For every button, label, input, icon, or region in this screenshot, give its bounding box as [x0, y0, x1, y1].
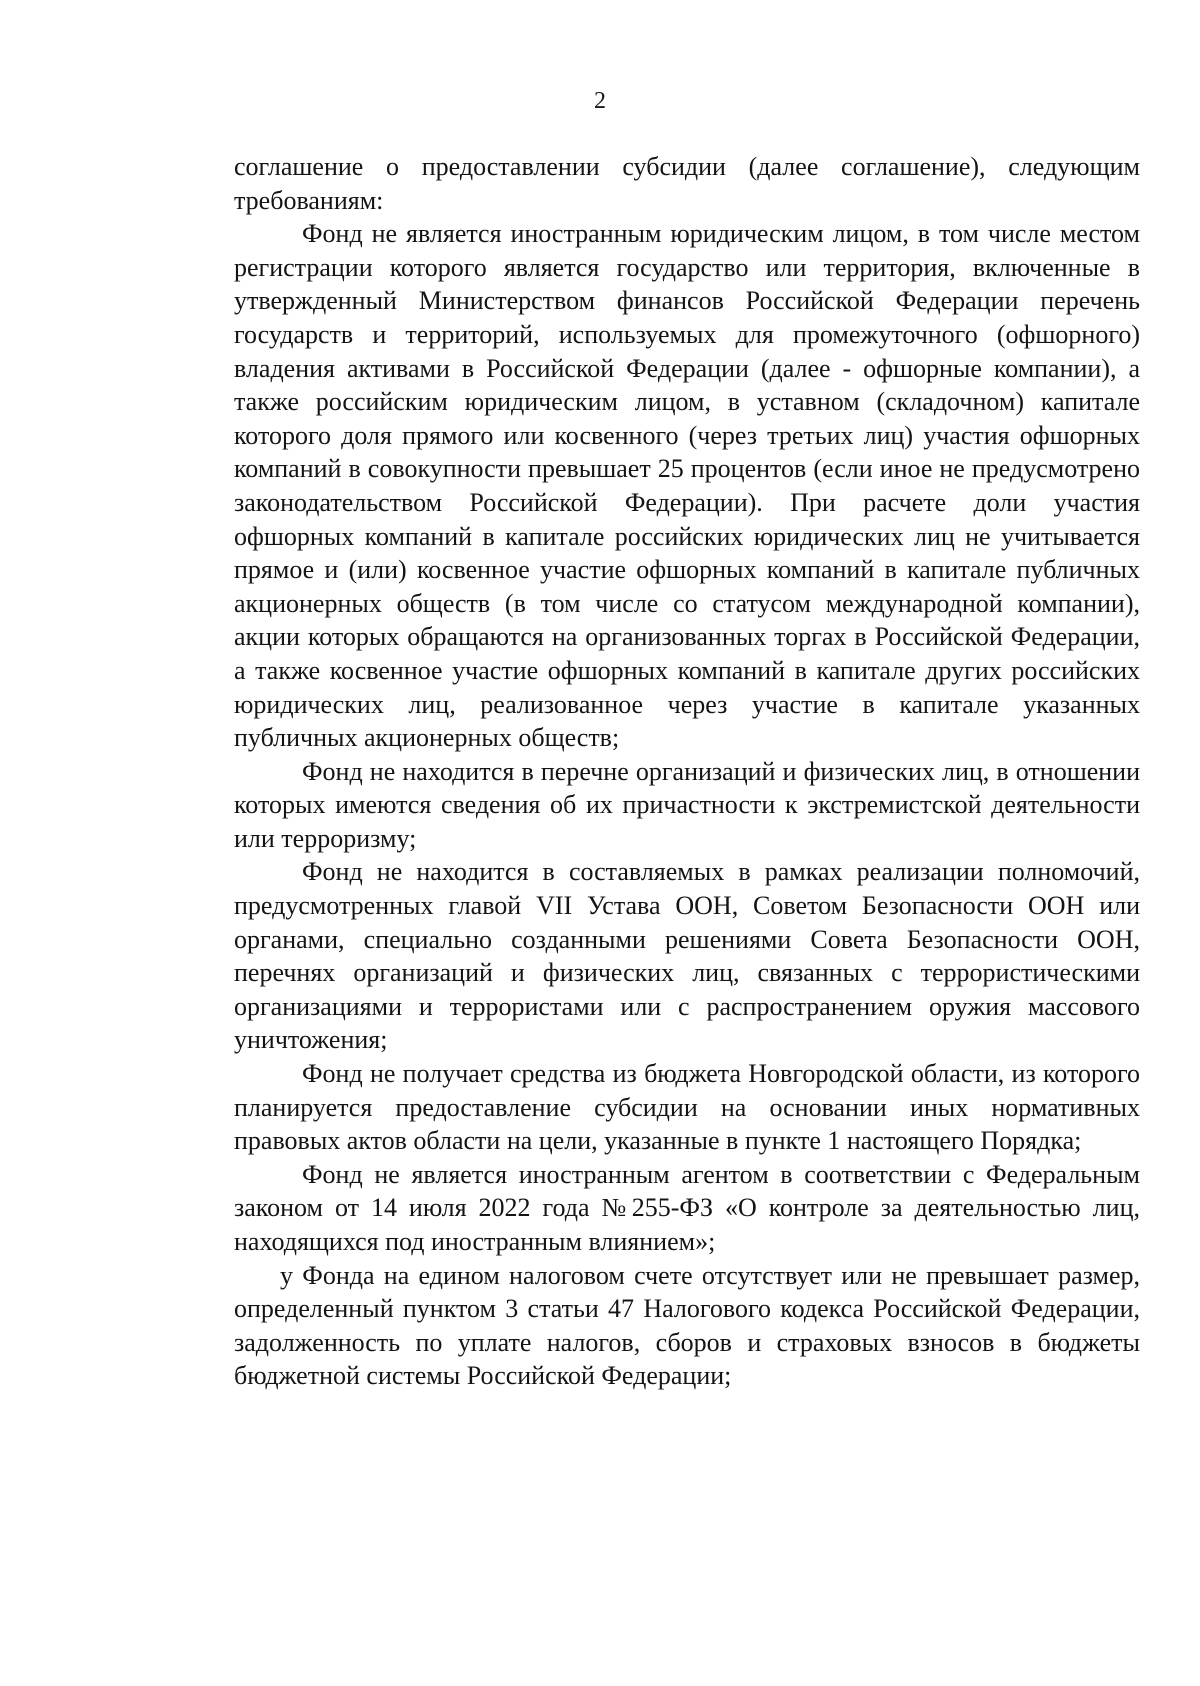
paragraph-intro: соглашение о предоставлении субсидии (далее соглашение), следующим требованиям:: [234, 152, 1140, 215]
paragraph-tax-debt-requirement: у Фонда на едином налоговом счете отсутствует или не превышает размер, определенный пунктом 3 статьи 47 Налогового кодекса Российской Федерации, задолженность по уплате налогов, сборов и страховых взносов в бюджеты бюджетной системы Российской Федерации;: [234, 1260, 1140, 1391]
paragraph-extremism-requirement: Фонд не находится в перечне организаций и физических лиц, в отношении которых имеются сведения об их причастности к экстремистской деятельности или терроризму;: [234, 756, 1140, 853]
paragraph-un-sanctions-requirement: Фонд не находится в составляемых в рамках реализации полномочий, предусмотренных главой VII Устава ООН, Советом Безопасности ООН или органами, специально созданными решениями Совета Безопасности ООН, перечнях организаций и физических лиц, связанных с террористическими организациями и террористами или с распространением оружия массового уничтожения;: [234, 857, 1140, 1055]
document-body: [234, 150, 1140, 1393]
paragraph-foreign-agent-requirement: Фонд не является иностранным агентом в соответствии с Федеральным законом от 14 июля 2022 года №255-ФЗ «О контроле за деятельностью лиц, находящихся под иностранным влиянием»;: [234, 1159, 1140, 1256]
page-number: 2: [594, 88, 606, 114]
paragraph-budget-funds-requirement: Фонд не получает средства из бюджета Новгородской области, из которого планируется предоставление субсидии на основании иных нормативных правовых актов области на цели, указанные в пункте 1 настоящего Порядка;: [234, 1059, 1140, 1156]
paragraph-offshore-requirement: Фонд не является иностранным юридическим лицом, в том числе местом регистрации которого является государство или территория, включенные в утвержденный Министерством финансов Российской Федерации перечень государств и территорий, используемых для промежуточного (офшорного) владения активами в Российской Федерации (далее - офшорные компании), а также российским юридическим лицом, в уставном (складочном) капитале которого доля прямого или косвенного (через третьих лиц) участия офшорных компаний в совокупности превышает 25 процентов (если иное не предусмотрено законодательством Российской Федерации). При расчете доли участия офшорных компаний в капитале российских юридических лиц не учитывается прямое и (или) косвенное участие офшорных компаний в капитале публичных акционерных обществ (в том числе со статусом международной компании), акции которых обращаются на организованных торгах в Российской Федерации, а также косвенное участие офшорных компаний в капитале других российских юридических лиц, реализованное через участие в капитале указанных публичных акционерных обществ;: [234, 219, 1140, 753]
